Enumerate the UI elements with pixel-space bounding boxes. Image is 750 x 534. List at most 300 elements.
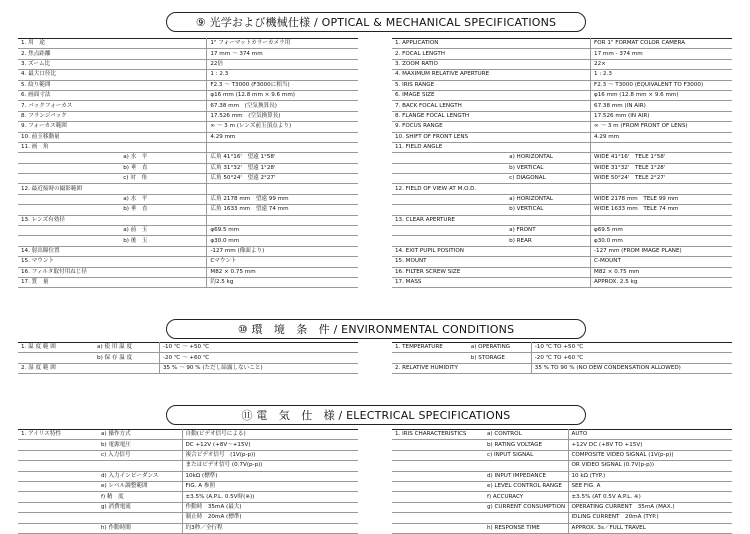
spec-sublabel: b) 保 存 温 度 [97,354,133,361]
spec-sublabel: a) CONTROL [487,431,522,438]
spec-value: DC +12V (+8V～+15V) [182,440,358,450]
spec-label: 4. MAXIMUM RELATIVE APERTURE [395,71,490,78]
spec-label: 7. バックフォーカス [21,102,73,109]
spec-sublabel [120,215,207,225]
spec-label: 16. FILTER SCREW SIZE [395,268,461,275]
table-row [18,90,358,100]
spec-value: 17.526 mm (IN AIR) [591,111,732,121]
spec-value: 複合ビデオ信号 (1V(p-p)) [182,450,358,460]
spec-value: SEE FIG. A [568,481,732,491]
spec-sublabel [120,142,207,152]
spec-sublabel: b) VERTICAL [509,164,544,171]
spec-label [392,226,506,236]
spec-value: 17 mm ～ 374 mm [207,49,358,59]
spec-value: ±3.5% (A.P.L. 0.5V時(※)) [182,492,358,502]
spec-label [18,450,98,460]
spec-label: 17. 質 量 [21,279,49,286]
table-row [18,502,358,512]
spec-sublabel [120,122,207,132]
table-row [18,430,358,440]
table-row [392,142,732,152]
spec-label [18,153,120,163]
spec-label [18,523,98,533]
spec-sublabel: h) RESPONSE TIME [487,524,540,531]
spec-value: Cマウント [207,257,358,267]
spec-value [591,184,732,194]
spec-value: 35 % ～ 90 % (ただし結露しないこと) [159,363,358,373]
table-row [392,70,732,80]
spec-value: 広角 31°32' 望遠 1°28' [207,163,358,173]
table-row [18,523,358,533]
spec-label: 5. 絞り範囲 [21,81,51,88]
spec-value: -127 mm (FROM IMAGE PLANE) [591,246,732,256]
spec-sublabel [506,90,590,100]
spec-sublabel [120,90,207,100]
spec-sublabel: b) 垂 直 [123,164,148,171]
spec-label [18,163,120,173]
spec-sublabel: e) LEVEL CONTROL RANGE [487,483,562,490]
spec-value: φ69.5 mm [591,226,732,236]
table-row [18,174,358,184]
spec-sublabel [120,132,207,142]
spec-value: +12V DC (+8V TO +15V) [568,440,732,450]
spec-label [392,513,484,523]
table-row [392,174,732,184]
spec-label [392,471,484,481]
optical-spec-table-jp [18,38,358,288]
table-row [18,363,358,373]
spec-sublabel: b) 垂 直 [123,206,148,213]
spec-label [18,205,120,215]
table-row [392,153,732,163]
spec-sublabel: a) FRONT [509,227,536,234]
spec-sublabel [120,80,207,90]
spec-sublabel [484,513,568,523]
table-row [392,132,732,142]
spec-sublabel [120,246,207,256]
spec-value: 作動時 35mA (最大) [182,502,358,512]
spec-label: 10. SHIFT OF FRONT LENS [395,133,469,140]
environmental-section-title: ⑩ 環 境 条 件 / ENVIRONMENTAL CONDITIONS [166,319,586,339]
spec-label: 15. マウント [21,258,55,265]
spec-value: 17 mm - 374 mm [591,49,732,59]
spec-value: 1" フォーマットカラーカメラ用 [207,39,358,49]
spec-value: 広角 2178 mm 望遠 99 mm [207,194,358,204]
spec-value: 22× [591,59,732,69]
spec-sublabel [484,461,568,471]
table-row [18,513,358,523]
table-row [392,122,732,132]
table-row [392,101,732,111]
spec-label: 17. MASS [395,279,422,286]
table-row [18,481,358,491]
spec-value: C-MOUNT [591,257,732,267]
spec-sublabel [506,101,590,111]
spec-sublabel [506,39,590,49]
spec-value: F2.3 ～ T3000 (EQUIVALENT TO F3000) [591,80,732,90]
table-row [392,277,732,287]
table-row [18,267,358,277]
spec-value: WIDE 31°32' TELE 1°28' [591,163,732,173]
spec-label: 11. FIELD ANGLE [395,144,443,151]
spec-value [591,142,732,152]
spec-label: 2. FOCAL LENGTH [395,50,445,57]
table-row [18,70,358,80]
table-row [18,101,358,111]
spec-sublabel [506,111,590,121]
table-row [392,226,732,236]
spec-value: F2.3 ～ T3000 (F3000に相当) [207,80,358,90]
table-row [392,363,732,373]
spec-label [18,502,98,512]
spec-sublabel [120,111,207,121]
spec-label [18,481,98,491]
table-row [18,153,358,163]
spec-sublabel [506,59,590,69]
spec-label [392,153,506,163]
spec-value: φ30.0 mm [591,236,732,246]
spec-label [392,450,484,460]
spec-label [392,502,484,512]
spec-sublabel [506,184,590,194]
spec-value: WIDE 2178 mm TELE 99 mm [591,194,732,204]
table-row [392,430,732,440]
spec-value: 10kΩ (標準) [182,471,358,481]
spec-sublabel: h) 作動時間 [101,524,131,531]
spec-value: φ69.5 mm [207,226,358,236]
spec-sublabel [120,277,207,287]
spec-label: 12. FIELD OF VIEW AT M.O.D. [395,185,477,192]
spec-label [392,236,506,246]
table-row [392,461,732,471]
table-row [392,502,732,512]
spec-value: FIG. A 参照 [182,481,358,491]
table-row [392,236,732,246]
spec-label: 11. 画 角 [21,144,49,151]
spec-label [392,174,506,184]
spec-sublabel: a) 前 玉 [123,227,148,234]
spec-label: 6. IMAGE SIZE [395,92,435,99]
environmental-table-jp [18,342,358,374]
spec-label: 9. フォーカス範囲 [21,123,67,130]
spec-sublabel [120,101,207,111]
spec-sublabel [506,80,590,90]
spec-label [392,194,506,204]
spec-value: -10 ℃ TO +50 ℃ [531,343,732,353]
table-row [18,257,358,267]
electrical-section-title: ⑪ 電 気 仕 様 / ELECTRICAL SPECIFICATIONS [166,405,586,425]
spec-value: APPROX. 3s／FULL TRAVEL [568,523,732,533]
spec-sublabel [506,215,590,225]
spec-sublabel [120,70,207,80]
optical-section-title: ⑨ 光学および機械仕様 / OPTICAL & MECHANICAL SPECIFICATIONS [166,12,586,32]
table-row [392,343,732,353]
table-row [392,450,732,460]
spec-sublabel [506,122,590,132]
spec-sublabel [468,363,531,373]
spec-label [392,492,484,502]
spec-sublabel: b) REAR [509,237,532,244]
spec-sublabel [98,513,182,523]
spec-value: -20 ℃ TO +60 ℃ [531,353,732,363]
spec-label [18,471,98,481]
spec-value: -127 mm (像面より) [207,246,358,256]
spec-label [18,174,120,184]
spec-label: 2. RELATIVE HUMIDITY [395,364,458,371]
spec-label: 15. MOUNT [395,258,427,265]
table-row [18,194,358,204]
spec-label: 1. 用 途 [21,40,45,47]
spec-value: -20 ℃ ～ +60 ℃ [159,353,358,363]
spec-sublabel: b) 電源電圧 [101,441,131,448]
optical-spec-table-en [392,38,732,288]
spec-label [18,440,98,450]
spec-value: 広角 1633 mm 望遠 74 mm [207,205,358,215]
spec-value: φ16 mm (12.8 mm × 9.6 mm) [591,90,732,100]
table-row [392,205,732,215]
table-row [18,343,358,353]
spec-sublabel [506,277,590,287]
table-row [18,142,358,152]
spec-sublabel [120,184,207,194]
table-row [18,492,358,502]
spec-value [207,215,358,225]
spec-value: WIDE 41°16' TELE 1°58' [591,153,732,163]
spec-value: ∞ ～ 3 m (レンズ前玉頂点より) [207,122,358,132]
spec-sublabel: g) 消費電流 [101,503,131,510]
spec-value [591,215,732,225]
table-row [392,49,732,59]
spec-value: OR VIDEO SIGNAL (0.7V(p-p)) [568,461,732,471]
spec-label: 8. フランジバック [21,112,67,119]
spec-label: 2. 焦点距離 [21,50,51,57]
spec-sublabel: a) 水 平 [123,154,148,161]
spec-sublabel [506,70,590,80]
spec-label: 3. ズーム比 [21,60,51,67]
table-row [392,194,732,204]
table-row [392,353,732,363]
spec-sublabel: b) STORAGE [470,354,505,361]
spec-value: 17.526 mm (空気換算長) [207,111,358,121]
spec-label: 8. FLANGE FOCAL LENGTH [395,112,470,119]
spec-label [18,353,94,363]
spec-sublabel: c) INPUT SIGNAL [487,451,534,458]
spec-label [392,481,484,491]
spec-label [392,461,484,471]
spec-sublabel: f) ACCURACY [487,493,524,500]
table-row [18,450,358,460]
spec-sublabel: a) 操作方式 [101,431,131,438]
spec-label [18,236,120,246]
electrical-table-en [392,429,732,534]
spec-sublabel [120,49,207,59]
spec-value: -10 ℃ ～ +50 ℃ [159,343,358,353]
spec-label: 14. EXIT PUPIL POSITION [395,248,464,254]
spec-sublabel [120,267,207,277]
table-row [392,163,732,173]
spec-sublabel: a) HORIZONTAL [509,154,554,161]
spec-sublabel: g) CURRENT CONSUMPTION [487,503,566,510]
spec-value [207,142,358,152]
spec-sublabel: a) 水 平 [123,196,148,203]
spec-value: 自動(ビデオ信号による) [182,430,358,440]
spec-sublabel [506,257,590,267]
spec-value: φ16 mm (12.8 mm × 9.6 mm) [207,90,358,100]
table-row [392,523,732,533]
spec-sublabel: e) レベル調整範囲 [101,483,148,490]
spec-label: 4. 最大口径比 [21,71,57,78]
spec-sublabel: b) RATING VOLTAGE [487,441,542,448]
spec-value: COMPOSITE VIDEO SIGNAL (1V(p-p)) [568,450,732,460]
table-row [392,513,732,523]
spec-sublabel: a) OPERATING [470,344,511,351]
spec-value: 10 kΩ (TYP.) [568,471,732,481]
spec-value: WIDE 1633 mm TELE 74 mm [591,205,732,215]
table-row [18,215,358,225]
spec-value: 4.29 mm [591,132,732,142]
spec-value: OPERATING CURRENT 35mA (MAX.) [568,502,732,512]
table-row [18,80,358,90]
spec-value: 1 : 2.3 [591,70,732,80]
table-row [18,246,358,256]
spec-value: 22倍 [207,59,358,69]
spec-value: 約3秒／全行程 [182,523,358,533]
spec-label [392,163,506,173]
table-row [18,353,358,363]
spec-sublabel [120,257,207,267]
table-row [18,111,358,121]
spec-value: M82 × 0.75 mm [207,267,358,277]
table-row [392,267,732,277]
spec-label: 13. レンズ有効径 [21,216,65,223]
table-row [392,246,732,256]
spec-value: 広角 41°16' 望遠 1°58' [207,153,358,163]
table-row [18,205,358,215]
table-row [392,471,732,481]
spec-value: 67.38 mm (空気換算長) [207,101,358,111]
table-row [392,257,732,267]
spec-value: WIDE 50°24' TELE 2°27' [591,174,732,184]
spec-value: φ30.0 mm [207,236,358,246]
table-row [392,481,732,491]
spec-value: APPROX. 2.5 kg [591,277,732,287]
spec-label [18,513,98,523]
spec-value: またはビデオ信号 (0.7V(p-p)) [182,461,358,471]
spec-label: 1. APPLICATION [395,40,439,47]
spec-label [18,492,98,502]
table-row [392,39,732,49]
spec-value: 4.29 mm [207,132,358,142]
spec-value: 67.38 mm (IN AIR) [591,101,732,111]
spec-label [18,226,120,236]
table-row [18,277,358,287]
spec-label [392,353,468,363]
spec-label: 1. アイリス特性 [21,431,62,438]
table-row [18,39,358,49]
spec-label: 1. TEMPERATURE [395,344,443,351]
spec-sublabel [506,246,590,256]
spec-value: FOR 1" FORMAT COLOR CAMERA [591,39,732,49]
spec-sublabel: d) INPUT IMPEDANCE [487,472,547,479]
spec-sublabel [98,461,182,471]
spec-sublabel: b) VERTICAL [509,206,544,213]
table-row [18,122,358,132]
spec-value: 35 % TO 90 % (NO DEW CONDENSATION ALLOWED) [531,363,732,373]
spec-label [392,205,506,215]
table-row [392,215,732,225]
table-row [18,184,358,194]
table-row [18,226,358,236]
spec-value: IDLING CURRENT 20mA (TYP.) [568,513,732,523]
spec-label: 5. IRIS RANGE [395,81,435,88]
table-row [392,59,732,69]
table-row [392,184,732,194]
table-row [18,440,358,450]
spec-label: 12. 最近接時の撮影範囲 [21,185,83,192]
spec-sublabel [120,39,207,49]
spec-sublabel: c) DIAGONAL [509,175,546,182]
spec-sublabel: f) 精 度 [101,493,124,500]
spec-label: 16. フィルタ取付用ねじ径 [21,268,87,275]
spec-sublabel [506,49,590,59]
table-row [18,59,358,69]
spec-label: 9. FOCUS RANGE [395,123,443,130]
spec-sublabel [506,132,590,142]
spec-label [18,194,120,204]
spec-sublabel: d) 入力インピーダンス [101,472,159,479]
spec-sublabel: a) 使 用 温 度 [97,344,133,351]
spec-label: 1. IRIS CHARACTERISTICS [395,431,467,438]
table-row [392,111,732,121]
table-row [392,492,732,502]
spec-sublabel: c) 対 角 [123,175,148,182]
spec-label: 7. BACK FOCAL LENGTH [395,102,462,109]
spec-sublabel [94,363,159,373]
spec-label: 1. 温 度 範 囲 [21,344,56,351]
spec-value: ∞ ～ 3 m (FROM FRONT OF LENS) [591,122,732,132]
table-row [18,163,358,173]
spec-value: ±3.5% (AT 0.5V A.P.L. ※) [568,492,732,502]
table-row [18,471,358,481]
spec-label [18,461,98,471]
spec-sublabel: a) HORIZONTAL [509,196,554,203]
spec-value: M82 × 0.75 mm [591,267,732,277]
table-row [18,461,358,471]
spec-label: 2. 湿 度 範 囲 [21,364,56,371]
table-row [392,80,732,90]
table-row [18,132,358,142]
table-row [18,49,358,59]
spec-value: 制止時 20mA (標準) [182,513,358,523]
spec-label: 6. 画面寸法 [21,92,51,99]
spec-value [207,184,358,194]
spec-sublabel [506,267,590,277]
spec-label: 10. 前玉移動量 [21,133,60,140]
spec-sublabel [506,142,590,152]
spec-label: 13. CLEAR APERTURE [395,216,455,223]
table-row [18,236,358,246]
spec-sublabel: c) 入力信号 [101,451,131,458]
spec-value: AUTO [568,430,732,440]
spec-label [392,523,484,533]
environmental-table-en [392,342,732,374]
spec-label: 3. ZOOM RATIO [395,60,438,67]
spec-value: 約2.5 kg [207,277,358,287]
spec-value: 広角 50°24' 望遠 2°27' [207,174,358,184]
table-row [392,440,732,450]
spec-sublabel: b) 後 玉 [123,237,148,244]
table-row [392,90,732,100]
